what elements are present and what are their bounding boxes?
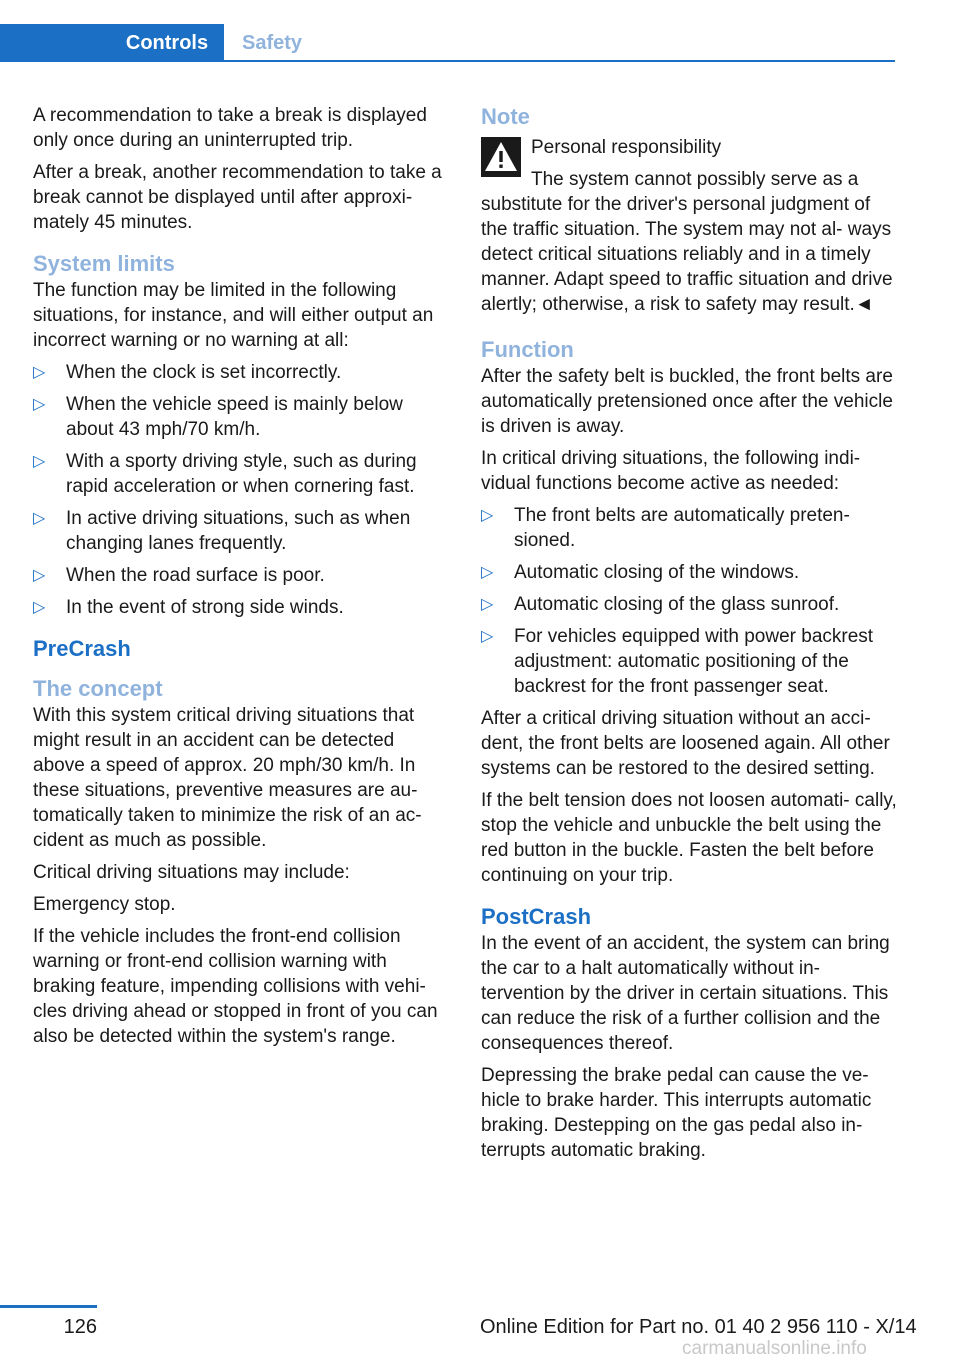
list-item: ▷ Automatic closing of the glass sunroof. <box>481 594 840 615</box>
triangle-bullet-icon: ▷ <box>481 507 494 524</box>
tab-safety[interactable]: Safety <box>241 32 303 54</box>
triangle-bullet-icon: ▷ <box>33 510 46 527</box>
triangle-bullet-icon: ▷ <box>481 596 494 613</box>
heading-function: Function <box>481 337 574 362</box>
footer-rule <box>0 1305 97 1308</box>
heading-postcrash: PostCrash <box>481 904 592 929</box>
page-number: 126 <box>63 1316 97 1338</box>
note-box <box>481 135 897 317</box>
paragraph: In critical driving situations, the following indi- vidual functions become active as needed: <box>481 448 861 494</box>
triangle-bullet-icon: ▷ <box>33 599 46 616</box>
triangle-bullet-icon: ▷ <box>33 567 46 584</box>
left-column <box>33 103 449 1056</box>
paragraph: After the safety belt is buckled, the front belts are automatically pretensioned once after the vehicle is driven is away. <box>481 366 893 437</box>
paragraph: With this system critical driving situations that might result in an accident can be detected above a speed of approx. 20 mph/30 km/h. In these situations, preventive measures are au- tomatically taken to minimize the risk of an ac- cident as much as possible. <box>33 705 422 851</box>
watermark: carmanualsonline.info <box>682 1338 867 1359</box>
triangle-bullet-icon: ▷ <box>33 396 46 413</box>
paragraph: After a break, another recommendation to take a break cannot be displayed until after approxi- mately 45 minutes. <box>33 162 442 233</box>
triangle-bullet-icon: ▷ <box>33 453 46 470</box>
tab-controls[interactable]: Controls <box>110 24 224 62</box>
paragraph: Critical driving situations may include: <box>33 862 350 883</box>
list-item: ▷ For vehicles equipped with power backrest adjustment: automatic positioning of the backrest for the front passenger seat. <box>481 626 874 697</box>
paragraph: The function may be limited in the following situations, for instance, and will either output an incorrect warning or no warning at all: <box>33 280 434 351</box>
heading-the-concept: The concept <box>33 676 163 701</box>
list-item: ▷ The front belts are automatically preten- sioned. <box>481 505 850 551</box>
paragraph: After a critical driving situation without an acci- dent, the front belts are loosened again. All other systems can be restored to the desired setting. <box>481 708 890 779</box>
paragraph: Emergency stop. <box>33 894 176 915</box>
heading-precrash: PreCrash <box>33 636 131 661</box>
list-item: ▷ When the vehicle speed is mainly below about 43 mph/70 km/h. <box>33 394 403 440</box>
note-body: The system cannot possibly serve as a substitute for the driver's personal judgment of the traffic situation. The system may not al- ways detect critical situations reliably and in a timely manner. Adapt speed to traffic situation and drive alertly; otherwise, a risk to safety may result.◄ <box>481 169 893 315</box>
paragraph: If the belt tension does not loosen automati- cally, stop the vehicle and unbuckle the belt using the red button in the buckle. Fasten the belt before continuing on your trip. <box>481 790 897 886</box>
triangle-bullet-icon: ▷ <box>481 564 494 581</box>
edition-text: Online Edition for Part no. 01 40 2 956 110 - X/14 <box>480 1316 917 1338</box>
paragraph: If the vehicle includes the front-end collision warning or front-end collision warning with braking feature, impending collisions with vehi- cles driving ahead or stopped in front of you can also be detected within the system's range. <box>33 926 438 1047</box>
list-item: ▷ In active driving situations, such as when changing lanes frequently. <box>33 508 411 554</box>
triangle-bullet-icon: ▷ <box>481 628 494 645</box>
note-title: Personal responsibility <box>531 137 722 158</box>
list-item: ▷ With a sporty driving style, such as during rapid acceleration or when cornering fast. <box>33 451 417 497</box>
warning-triangle-icon <box>481 137 521 177</box>
paragraph: A recommendation to take a break is displayed only once during an uninterrupted trip. <box>33 105 427 151</box>
heading-system-limits: System limits <box>33 251 175 276</box>
note-heading: Note <box>481 104 530 129</box>
functions-list <box>481 503 897 699</box>
paragraph: In the event of an accident, the system can bring the car to a halt automatically without in- tervention by the driver in certain situations. This can reduce the risk of a further collision and the consequences thereof. <box>481 933 890 1054</box>
list-item: ▷ When the clock is set incorrectly. <box>33 362 342 383</box>
list-item: ▷ When the road surface is poor. <box>33 565 325 586</box>
triangle-bullet-icon: ▷ <box>33 364 46 381</box>
list-item: ▷ Automatic closing of the windows. <box>481 562 800 583</box>
paragraph: Depressing the brake pedal can cause the ve- hicle to brake harder. This interrupts automatic braking. Destepping on the gas pedal also in- terrupts automatic braking. <box>481 1065 872 1161</box>
tab-bar-accent <box>0 24 110 62</box>
section-tabs <box>0 24 895 62</box>
tab-underline <box>0 60 895 62</box>
list-item: ▷ In the event of strong side winds. <box>33 597 344 618</box>
limits-list <box>33 360 449 620</box>
right-column <box>481 103 897 1170</box>
